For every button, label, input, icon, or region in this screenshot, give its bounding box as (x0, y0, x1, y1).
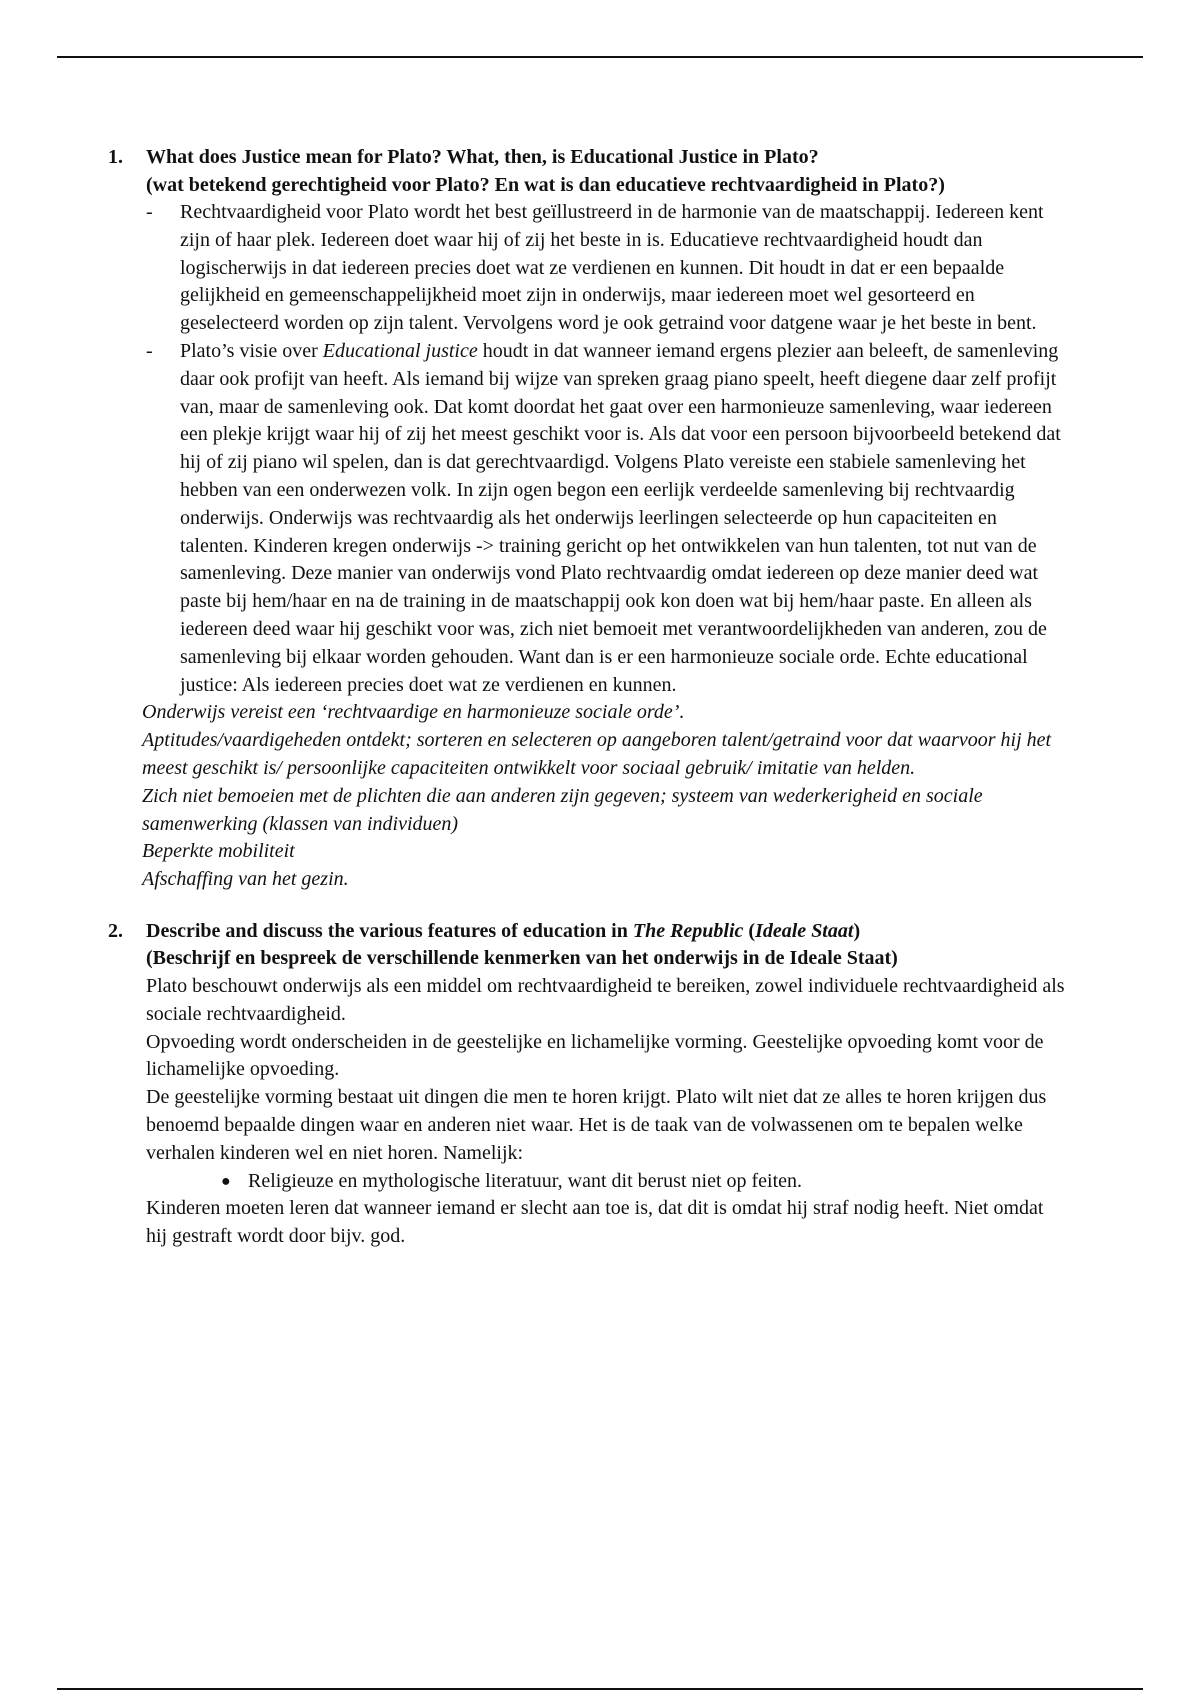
question-1-title (146, 144, 1068, 199)
question-1-number: 1. (108, 146, 123, 168)
answer-2-body (146, 973, 1068, 1168)
question-2 (108, 918, 1068, 1168)
answer-2-paragraph: Kinderen moeten leren dat wanneer iemand er slecht aan toe is, dat dit is omdat hij straf nodig heeft. Niet omdat hij gestraft wordt door bijv. god. (146, 1197, 1044, 1248)
title-italic-ideale-staat: Ideale Staat (755, 919, 854, 942)
answer-1-list (108, 199, 1068, 699)
answer-1-item-1 (108, 199, 1068, 338)
answer-2-bullet-text: Religieuze en mythologische literatuur, want dit berust niet op feiten. (248, 1169, 803, 1192)
note-line: Aptitudes/vaardigeheden ontdekt; sorteren en selecteren op aangeboren talent/getraind voor dat waarvoor hij het meest geschikt is/ persoonlijke capaciteiten ontwikkelt voor sociaal gebruik/ imitatie van helden. (142, 729, 1052, 779)
footer-rule (57, 1688, 1143, 1690)
question-2-number: 2. (108, 919, 123, 942)
answer-1-item-2 (108, 338, 1068, 699)
dash-marker: - (146, 201, 153, 223)
question-2-title-dutch: (Beschrijf en bespreek de verschillende kenmerken van het onderwijs in de Ideale Staat) (146, 947, 898, 970)
dash-marker: - (146, 339, 153, 362)
question-1-title-english: What does Justice mean for Plato? What, then, is Educational Justice in Plato? (146, 146, 819, 168)
note-line: Zich niet bemoeien met de plichten die aan anderen zijn gegeven; systeem van wederkerigheid en sociale samenwerking (klassen van individuen) (142, 784, 983, 835)
title-text: ) (853, 919, 861, 942)
answer-2-bullet (108, 1168, 1068, 1196)
answer-2-paragraph: De geestelijke vorming bestaat uit dingen die men te horen krijgt. Plato wilt niet dat ze alles te horen krijgen dus benoemd bepaalde dingen waar en anderen niet waar. Het is de taak van de volwassenen om te bepalen welke verhalen kinderen wel en niet horen. Namelijk: (146, 1086, 1047, 1164)
question-2-title (146, 918, 1068, 973)
answer-2-paragraph: Opvoeding wordt onderscheiden in de geestelijke en lichamelijke vorming. Geestelijke opvoeding komt voor de lichamelijke opvoeding. (146, 1030, 1044, 1081)
bullet-dot-icon: ● (221, 1172, 231, 1190)
title-italic-the-republic: The Republic (632, 919, 744, 942)
answer-1-item-2-text-start: Plato’s visie over (180, 339, 323, 362)
note-line: Afschaffing van het gezin. (142, 868, 349, 891)
header-rule (57, 56, 1143, 58)
question-2-title-english (146, 918, 1068, 946)
answer-2-closing (108, 1195, 1068, 1251)
question-1-title-dutch: (wat betekend gerechtigheid voor Plato? En wat is dan educatieve rechtvaardigheid in Plato?) (146, 173, 945, 196)
answer-1-item-2-text-rest: houdt in dat wanneer iemand ergens plezier aan beleeft, de samenleving daar ook profijt van heeft. Als iemand bij wijze van spreken graag piano speelt, heeft diegene daar zelf profijt van, maar de samenleving ook. Dat komt doordat het gaat over een harmonieuze samenleving, waar iedereen een plekje krijgt waar hij of zij het meest geschikt voor is. Als dat voor een persoon bijvoorbeeld betekend dat hij of zij piano wil spelen, dan is dat gerechtvaardigd. Volgens Plato vereiste een stabiele samenleving het hebben van een onderwezen volk. In zijn ogen begon een eerlijk verdeelde samenleving bij rechtvaardig onderwijs. Onderwijs was rechtvaardig als het onderwijs leerlingen selecteerde op hun capaciteiten en talenten. Kinderen kregen onderwijs -> training gericht op het ontwikkelen van hun talenten, tot nut van de samenleving. Deze manier van onderwijs vond Plato rechtvaardig omdat iedereen op deze manier deed wat paste bij hem/haar en na de training in de maatschappij ook kon doen wat bij hem/haar paste. En alleen als iedereen deed waar hij geschikt voor was, zich niet bemoeit met verantwoordelijkheden van anderen, zou de samenleving bij elkaar worden gehouden. Want dan is er een harmonieuze sociale orde. Echte educational justice: Als iedereen precies doet wat ze verdienen en kunnen. (180, 339, 1061, 696)
answer-1-item-2-term: Educational justice (322, 339, 478, 362)
title-text: Describe and discuss the various features of education in (146, 919, 633, 942)
note-line: Onderwijs vereist een ‘rechtvaardige en harmonieuze sociale orde’. (142, 701, 685, 724)
answer-1-item-1-text: Rechtvaardigheid voor Plato wordt het best geïllustreerd in de harmonie van de maatschappij. Iedereen kent zijn of haar plek. Iedereen doet waar hij of zij het beste in is. Educatieve rechtvaardigheid houdt dan logischerwijs in dat iedereen precies doet wat ze verdienen en kunnen. Dit houdt in dat er een bepaalde gelijkheid en gemeenschappelijkheid moet zijn in onderwijs, maar iedereen moet wel gesorteerd en geselecteerd worden op zijn talent. Vervolgens word je ook getraind voor datgene waar je het beste in bent. (180, 201, 1044, 335)
answer-1-notes (108, 699, 1068, 894)
title-text: ( (743, 919, 756, 942)
question-1 (108, 144, 1068, 199)
document-body (108, 144, 1068, 1251)
answer-2-paragraph: Plato beschouwt onderwijs als een middel om rechtvaardigheid te bereiken, zowel individuele rechtvaardigheid als sociale rechtvaardigheid. (146, 974, 1065, 1025)
note-line: Beperkte mobiliteit (142, 840, 295, 863)
